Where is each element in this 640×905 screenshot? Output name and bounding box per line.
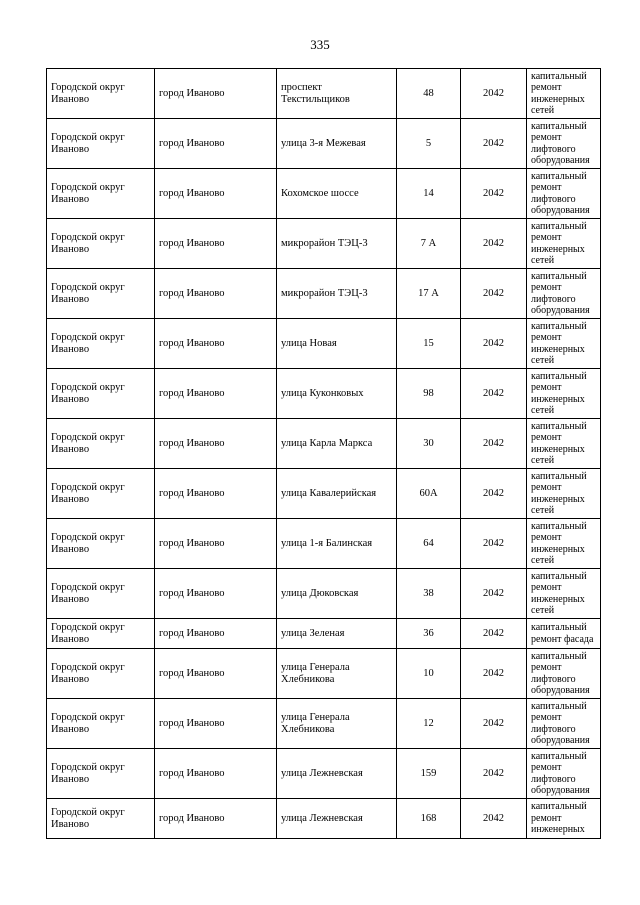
okrug-cell: Городской округ Иваново (47, 419, 155, 469)
street-cell: улица Лежневская (277, 749, 397, 799)
year-cell: 2042 (461, 169, 527, 219)
okrug-cell: Городской округ Иваново (47, 469, 155, 519)
street-cell: микрорайон ТЭЦ-3 (277, 269, 397, 319)
table-row (47, 69, 601, 119)
street-cell: улица Генерала Хлебникова (277, 699, 397, 749)
okrug-cell: Городской округ Иваново (47, 369, 155, 419)
house-number-cell: 48 (397, 69, 461, 119)
house-number-cell: 60А (397, 469, 461, 519)
work-type-cell: капитальный ремонт инженерных (527, 799, 601, 839)
city-cell: город Иваново (155, 319, 277, 369)
work-type-cell: капитальный ремонт инженерных сетей (527, 219, 601, 269)
year-cell: 2042 (461, 619, 527, 649)
street-cell: улица Куконковых (277, 369, 397, 419)
okrug-cell: Городской округ Иваново (47, 699, 155, 749)
house-number-cell: 7 А (397, 219, 461, 269)
city-cell: город Иваново (155, 219, 277, 269)
okrug-cell: Городской округ Иваново (47, 269, 155, 319)
table-row (47, 169, 601, 219)
house-number-cell: 17 А (397, 269, 461, 319)
city-cell: город Иваново (155, 419, 277, 469)
table-row (47, 649, 601, 699)
table-row (47, 799, 601, 839)
okrug-cell: Городской округ Иваново (47, 649, 155, 699)
work-type-cell: капитальный ремонт лифтового оборудования (527, 269, 601, 319)
table-row (47, 749, 601, 799)
work-type-cell: капитальный ремонт инженерных сетей (527, 469, 601, 519)
okrug-cell: Городской округ Иваново (47, 319, 155, 369)
work-type-cell: капитальный ремонт лифтового оборудования (527, 749, 601, 799)
city-cell: город Иваново (155, 519, 277, 569)
table-row (47, 269, 601, 319)
house-number-cell: 5 (397, 119, 461, 169)
work-type-cell: капитальный ремонт фасада (527, 619, 601, 649)
house-number-cell: 36 (397, 619, 461, 649)
okrug-cell: Городской округ Иваново (47, 519, 155, 569)
okrug-cell: Городской округ Иваново (47, 169, 155, 219)
street-cell: микрорайон ТЭЦ-3 (277, 219, 397, 269)
table-row (47, 619, 601, 649)
city-cell: город Иваново (155, 119, 277, 169)
house-number-cell: 38 (397, 569, 461, 619)
street-cell: улица Кавалерийская (277, 469, 397, 519)
table-row (47, 369, 601, 419)
registry-table (46, 68, 601, 839)
street-cell: проспект Текстильщиков (277, 69, 397, 119)
work-type-cell: капитальный ремонт инженерных сетей (527, 369, 601, 419)
city-cell: город Иваново (155, 469, 277, 519)
city-cell: город Иваново (155, 619, 277, 649)
table-row (47, 519, 601, 569)
year-cell: 2042 (461, 69, 527, 119)
okrug-cell: Городской округ Иваново (47, 749, 155, 799)
year-cell: 2042 (461, 469, 527, 519)
house-number-cell: 14 (397, 169, 461, 219)
city-cell: город Иваново (155, 569, 277, 619)
table-row (47, 219, 601, 269)
registry-body (47, 69, 601, 839)
work-type-cell: капитальный ремонт инженерных сетей (527, 69, 601, 119)
work-type-cell: капитальный ремонт лифтового оборудования (527, 169, 601, 219)
year-cell: 2042 (461, 799, 527, 839)
city-cell: город Иваново (155, 169, 277, 219)
page-number: 335 (310, 37, 330, 52)
street-cell: улица Генерала Хлебникова (277, 649, 397, 699)
city-cell: город Иваново (155, 799, 277, 839)
house-number-cell: 168 (397, 799, 461, 839)
house-number-cell: 30 (397, 419, 461, 469)
okrug-cell: Городской округ Иваново (47, 119, 155, 169)
street-cell: улица Лежневская (277, 799, 397, 839)
table-row (47, 569, 601, 619)
city-cell: город Иваново (155, 269, 277, 319)
house-number-cell: 15 (397, 319, 461, 369)
year-cell: 2042 (461, 749, 527, 799)
year-cell: 2042 (461, 319, 527, 369)
work-type-cell: капитальный ремонт лифтового оборудования (527, 649, 601, 699)
year-cell: 2042 (461, 369, 527, 419)
year-cell: 2042 (461, 699, 527, 749)
work-type-cell: капитальный ремонт инженерных сетей (527, 319, 601, 369)
street-cell: улица Дюковская (277, 569, 397, 619)
house-number-cell: 10 (397, 649, 461, 699)
house-number-cell: 159 (397, 749, 461, 799)
okrug-cell: Городской округ Иваново (47, 219, 155, 269)
table-row (47, 319, 601, 369)
year-cell: 2042 (461, 219, 527, 269)
year-cell: 2042 (461, 269, 527, 319)
street-cell: улица 1-я Балинская (277, 519, 397, 569)
city-cell: город Иваново (155, 69, 277, 119)
city-cell: город Иваново (155, 369, 277, 419)
table-row (47, 119, 601, 169)
work-type-cell: капитальный ремонт лифтового оборудования (527, 119, 601, 169)
city-cell: город Иваново (155, 649, 277, 699)
year-cell: 2042 (461, 519, 527, 569)
year-cell: 2042 (461, 569, 527, 619)
street-cell: улица 3-я Межевая (277, 119, 397, 169)
work-type-cell: капитальный ремонт лифтового оборудования (527, 699, 601, 749)
street-cell: улица Новая (277, 319, 397, 369)
year-cell: 2042 (461, 649, 527, 699)
work-type-cell: капитальный ремонт инженерных сетей (527, 419, 601, 469)
work-type-cell: капитальный ремонт инженерных сетей (527, 519, 601, 569)
table-row (47, 419, 601, 469)
street-cell: Кохомское шоссе (277, 169, 397, 219)
street-cell: улица Зеленая (277, 619, 397, 649)
house-number-cell: 98 (397, 369, 461, 419)
city-cell: город Иваново (155, 699, 277, 749)
street-cell: улица Карла Маркса (277, 419, 397, 469)
work-type-cell: капитальный ремонт инженерных сетей (527, 569, 601, 619)
okrug-cell: Городской округ Иваново (47, 799, 155, 839)
house-number-cell: 12 (397, 699, 461, 749)
okrug-cell: Городской округ Иваново (47, 569, 155, 619)
table-row (47, 469, 601, 519)
house-number-cell: 64 (397, 519, 461, 569)
table-row (47, 699, 601, 749)
okrug-cell: Городской округ Иваново (47, 69, 155, 119)
okrug-cell: Городской округ Иваново (47, 619, 155, 649)
year-cell: 2042 (461, 419, 527, 469)
year-cell: 2042 (461, 119, 527, 169)
city-cell: город Иваново (155, 749, 277, 799)
